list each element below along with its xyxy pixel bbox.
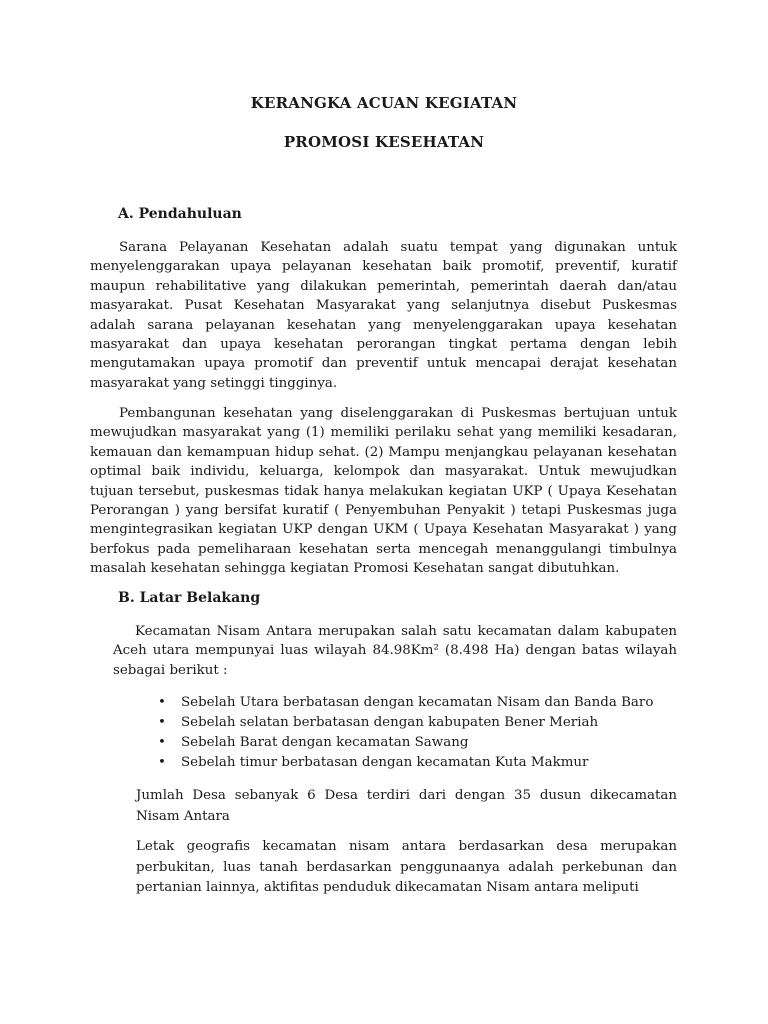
document-title: KERANGKA ACUAN KEGIATAN [250, 94, 518, 112]
bullet-icon: • [158, 695, 166, 710]
list-item [158, 753, 653, 773]
list-item [158, 693, 653, 713]
document-subtitle: PROMOSI KESEHATAN [283, 133, 485, 151]
section-b-heading: B. Latar Belakang [118, 590, 261, 606]
list-item-text: Sebelah Barat dengan kecamatan Sawang [181, 735, 469, 750]
bullet-icon: • [158, 755, 166, 770]
boundary-list [158, 693, 653, 773]
list-item-text: Sebelah selatan berbatasan dengan kabupaten Bener Meriah [181, 715, 599, 730]
list-item [158, 733, 653, 753]
list-item [158, 713, 653, 733]
section-b-intro: Kecamatan Nisam Antara merupakan salah satu kecamatan dalam kabupaten Aceh utara mempunyai luas wilayah 84.98Km² (8.498 Ha) dengan batas wilayah sebagai berikut : [113, 624, 677, 678]
section-a-paragraph-2: Pembangunan kesehatan yang diselenggarakan di Puskesmas bertujuan untuk mewujudkan masyarakat yang (1) memiliki perilaku sehat yang memiliki kesadaran, kemauan dan kemampuan hidup sehat. (2) Mampu menjangkau pelayanan kesehatan optimal baik individu, keluarga, kelompok dan masyarakat. Untuk mewujudkan tujuan tersebut, puskesmas tidak hanya melakukan kegiatan UKP ( Upaya Kesehatan Perorangan ) yang bersifat kuratif ( Penyembuhan Penyakit ) tetapi Puskesmas juga mengintegrasikan kegiatan UKP dengan UKM ( Upaya Kesehatan Masyarakat ) yang berfokus pada pemeliharaan kesehatan serta mencegah menanggulangi timbulnya masalah kesehatan sehingga kegiatan Promosi Kesehatan sangat dibutuhkan. [90, 406, 677, 577]
bullet-icon: • [158, 715, 166, 730]
list-item-text: Sebelah timur berbatasan dengan kecamatan Kuta Makmur [181, 755, 589, 770]
list-item-text: Sebelah Utara berbatasan dengan kecamatan Nisam dan Banda Baro [181, 695, 654, 710]
section-a-paragraph-1: Sarana Pelayanan Kesehatan adalah suatu tempat yang digunakan untuk menyelenggarakan upaya pelayanan kesehatan baik promotif, preventif, kuratif maupun rehabilitative yang dilakukan pemerintah, pemerintah daerah dan/atau masyarakat. Pusat Kesehatan Masyarakat yang selanjutnya disebut Puskesmas adalah sarana pelayanan kesehatan yang menyelenggarakan upaya kesehatan masyarakat dan upaya kesehatan perorangan tingkat pertama dengan lebih mengutamakan upaya promotif dan preventif untuk mencapai derajat kesehatan masyarakat yang setinggi tingginya. [90, 240, 677, 391]
section-b-paragraph-desa: Jumlah Desa sebanyak 6 Desa terdiri dari dengan 35 dusun dikecamatan Nisam Antara [136, 788, 677, 824]
section-b-paragraph-geografis: Letak geografis kecamatan nisam antara berdasarkan desa merupakan perbukitan, luas tanah berdasarkan penggunaanya adalah perkebunan dan pertanian lainnya, aktifitas penduduk dikecamatan Nisam antara meliputi [136, 839, 677, 895]
bullet-icon: • [158, 735, 166, 750]
section-a-heading: A. Pendahuluan [118, 206, 242, 222]
